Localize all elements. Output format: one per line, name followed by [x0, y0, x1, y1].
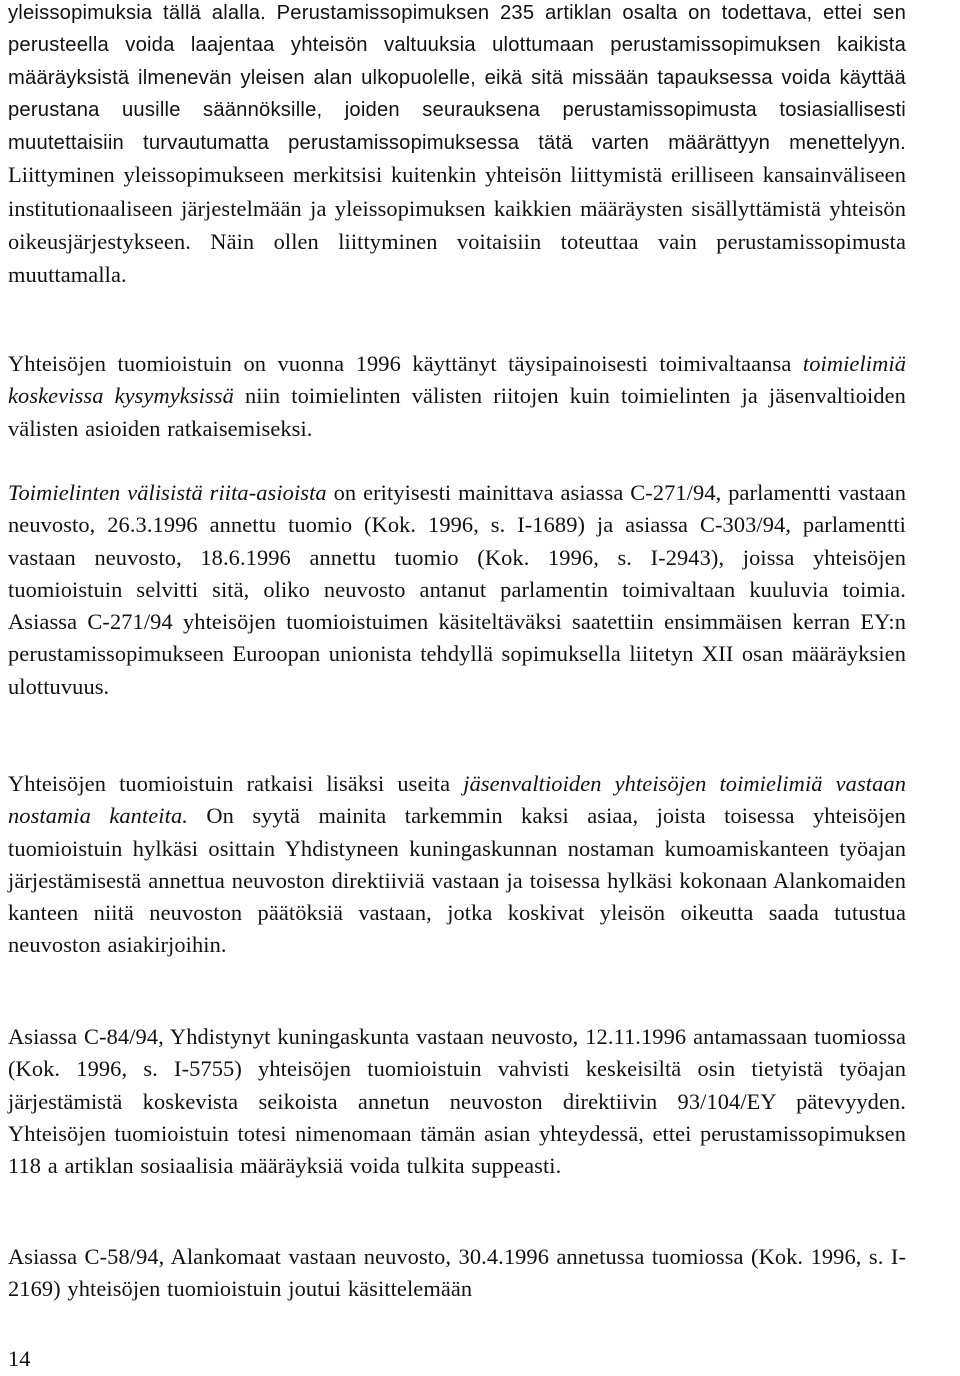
text-segment: Asiassa C-84/94, Yhdistynyt kuningaskunta vastaan neuvosto, 12.11.1996 antamassaan tuomiossa (Kok. 1996, s. I-5755) yhteisöjen tuomioistuin vahvisti keskeisiltä osin tietyistä työajan järjestämistä koskevista seikoista annetun neuvoston direktiivin 93/104/EY pätevyyden. Yhteisöjen tuomioistuin totesi nimenomaan tämän asian yhteydessä, ettei perustamissopimuksen 118 a artiklan sosiaalisia määräyksiä voida tulkita suppeasti.: [8, 1024, 906, 1179]
text-segment: Yhteisöjen tuomioistuin on vuonna 1996 käyttänyt täysipainoisesti toimivaltaansa: [8, 351, 803, 376]
paragraph-eec-treaty-article-235: [8, 0, 906, 293]
paragraph-inter-institutional-disputes: [8, 477, 906, 703]
paragraph-case-c-58-94: [8, 1241, 906, 1306]
text-segment: yleissopimuksia tällä alalla. Perustamissopimuksen 235 artiklan osalta on todettava, ettei sen perusteella voida laajentaa yhteisön valtuuksia ulottumaan perustamissopimuksen kaikista määräyksistä ilmenevän yleisen alan ulkopuolelle, eikä sitä missään tapauksessa voida käyttää perustana uusille säännöksille, joiden seurauksena perustamissopimusta tosiasiallisesti muutettaisiin turvautumatta perustamissopimuksessa tätä varten määrättyyn menettelyyn.: [8, 2, 906, 155]
italic-phrase: toimielimiä koskevissa kysymyksissä: [8, 351, 906, 409]
page-number: 14: [8, 1346, 31, 1371]
text-segment: niin toimielinten välisten riitojen kuin toimielinten ja jäsenvaltioiden välisten asioiden ratkaisemiseksi.: [8, 383, 906, 441]
paragraph-case-c-84-94: [8, 1021, 906, 1182]
paragraph-court-jurisdiction-1996: [8, 348, 906, 445]
paragraph-member-state-actions: [8, 768, 906, 962]
italic-phrase: Toimielinten välisistä riita-asioista: [8, 480, 327, 505]
text-segment: Yhteisöjen tuomioistuin ratkaisi lisäksi useita: [8, 771, 464, 796]
text-segment: Asiassa C-58/94, Alankomaat vastaan neuvosto, 30.4.1996 annetussa tuomiossa (Kok. 1996, s. I-2169) yhteisöjen tuomioistuin joutui käsittelemään: [8, 1244, 906, 1302]
text-segment: on erityisesti mainittava asiassa C-271/94, parlamentti vastaan neuvosto, 26.3.1996 annettu tuomio (Kok. 1996, s. I-1689) ja asiassa C-303/94, parlamentti vastaan neuvosto, 18.6.1996 annettu tuomio (Kok. 1996, s. I-2943), joissa yhteisöjen tuomioistuin selvitti sitä, oliko neuvosto antanut parlamentin toimivaltaan kuuluvia toimia. Asiassa C-271/94 yhteisöjen tuomioistuimen käsiteltäväksi saatettiin ensimmäisen kerran EY:n perustamissopimukseen Euroopan unionista tehdyllä sopimuksella liitetyn XII osan määräyksien ulottuvuus.: [8, 480, 906, 699]
text-segment: On syytä mainita tarkemmin kaksi asiaa, joista toisessa yhteisöjen tuomioistuin hylkäsi osittain Yhdistyneen kuningaskunnan nostaman kumoamiskanteen työajan järjestämisestä annettua neuvoston direktiiviä vastaan ja toisessa hylkäsi kokonaan Alankomaiden kanteen niitä neuvoston päätöksiä vastaan, jotka koskivat yleisön oikeutta saada tutustua neuvoston asiakirjoihin.: [8, 803, 906, 958]
text-segment: Liittyminen yleissopimukseen merkitsisi kuitenkin yhteisön liittymistä erilliseen kansainväliseen institutionaaliseen järjestelmään ja yleissopimuksen kaikkien määräysten sisällyttämistä yhteisön oikeusjärjestykseen. Näin ollen liittyminen voitaisiin toteuttaa vain perustamissopimusta muuttamalla.: [8, 162, 906, 288]
italic-phrase: jäsenvaltioiden yhteisöjen toimielimiä vastaan nostamia kanteita.: [8, 771, 906, 829]
